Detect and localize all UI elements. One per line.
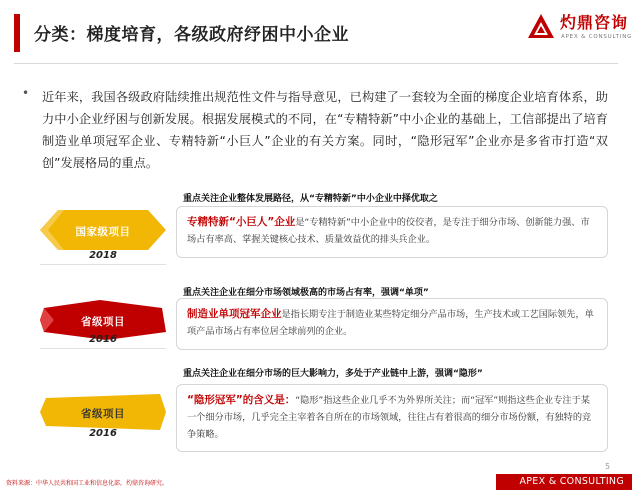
tier-1-body: 是“专精特新”中小企业中的佼佼者，是专注于细分市场、创新能力强、市场占有率高、掌握关键核心技术、质量效益优的排头兵企业。 <box>187 217 590 245</box>
tier-3-description <box>176 384 608 452</box>
logo-subtitle: APEX & CONSULTING <box>561 34 632 40</box>
tier-2-badge-label: 省级项目 <box>81 316 125 328</box>
company-logo <box>527 10 632 50</box>
tier-1-heading: 重点关注企业整体发展路径，从“专精特新”中小企业中择优取之 <box>183 194 438 204</box>
tier-1-year-divider <box>40 264 166 265</box>
header-divider <box>14 63 618 64</box>
tier-1-year: 2018 <box>89 250 117 261</box>
tier-3-highlight: “隐形冠军”的含义是： <box>187 394 296 406</box>
tier-1-highlight: 专精特新“小巨人”企业 <box>187 216 296 228</box>
tier-2-year: 2016 <box>89 334 117 345</box>
tier-1-badge <box>40 210 166 250</box>
source-note: 资料来源：中华人民共和国工业和信息化部，灼鼎咨询研究。 <box>6 480 169 487</box>
tier-2-heading: 重点关注企业在细分市场领域极高的市场占有率，强调“单项” <box>183 288 429 298</box>
bullet-icon: • <box>22 86 30 100</box>
slide-header <box>0 0 632 64</box>
tier-2-highlight: 制造业单项冠军企业 <box>187 308 282 320</box>
page-number: 5 <box>605 462 611 471</box>
title-accent-bar <box>14 14 20 52</box>
tier-1-description <box>176 206 608 258</box>
tier-2-description <box>176 298 608 350</box>
logo-name: 灼鼎咨询 <box>560 13 629 32</box>
tier-3-body: “隐形”指这些企业几乎不为外界所关注；而“冠军”则指这些企业专注于某一个细分市场，几乎完全主宰着各自所在的市场领域，往往占有着很高的细分市场份额，有独特的竞争策略。 <box>187 395 592 440</box>
tier-1-badge-label: 国家级项目 <box>75 226 131 238</box>
tier-2-body: 是指长期专注于制造业某些特定细分产品市场，生产技术或工艺国际领先，单项产品市场占有率位居全球前列的企业。 <box>187 309 594 337</box>
logo-triangle-icon <box>527 13 555 39</box>
tier-2-year-divider <box>40 348 166 349</box>
footer-brand-text: APEX & CONSULTING <box>519 476 624 487</box>
page-title: 分类：梯度培育，各级政府纾困中小企业 <box>34 25 349 45</box>
footer-brand-band <box>496 474 632 490</box>
tier-3-badge-label: 省级项目 <box>81 408 125 420</box>
tier-3-year: 2016 <box>89 428 117 439</box>
intro-paragraph: 近年来，我国各级政府陆续推出规范性文件与指导意见，已构建了一套较为全面的梯度企业培育体系，助力中小企业纾困与创新发展。根据发展模式的不同，在“专精特新”中小企业的基础上，工信部提出了培育制造业单项冠军企业、专精特新“小巨人”企业的有关方案。同时，“隐形冠军”企业亦是多省市打造“双创”发展格局的重点。 <box>42 90 608 170</box>
tier-3-badge <box>40 392 166 432</box>
tier-3-heading: 重点关注企业在细分市场的巨大影响力，多处于产业链中上游，强调“隐形” <box>183 369 483 379</box>
